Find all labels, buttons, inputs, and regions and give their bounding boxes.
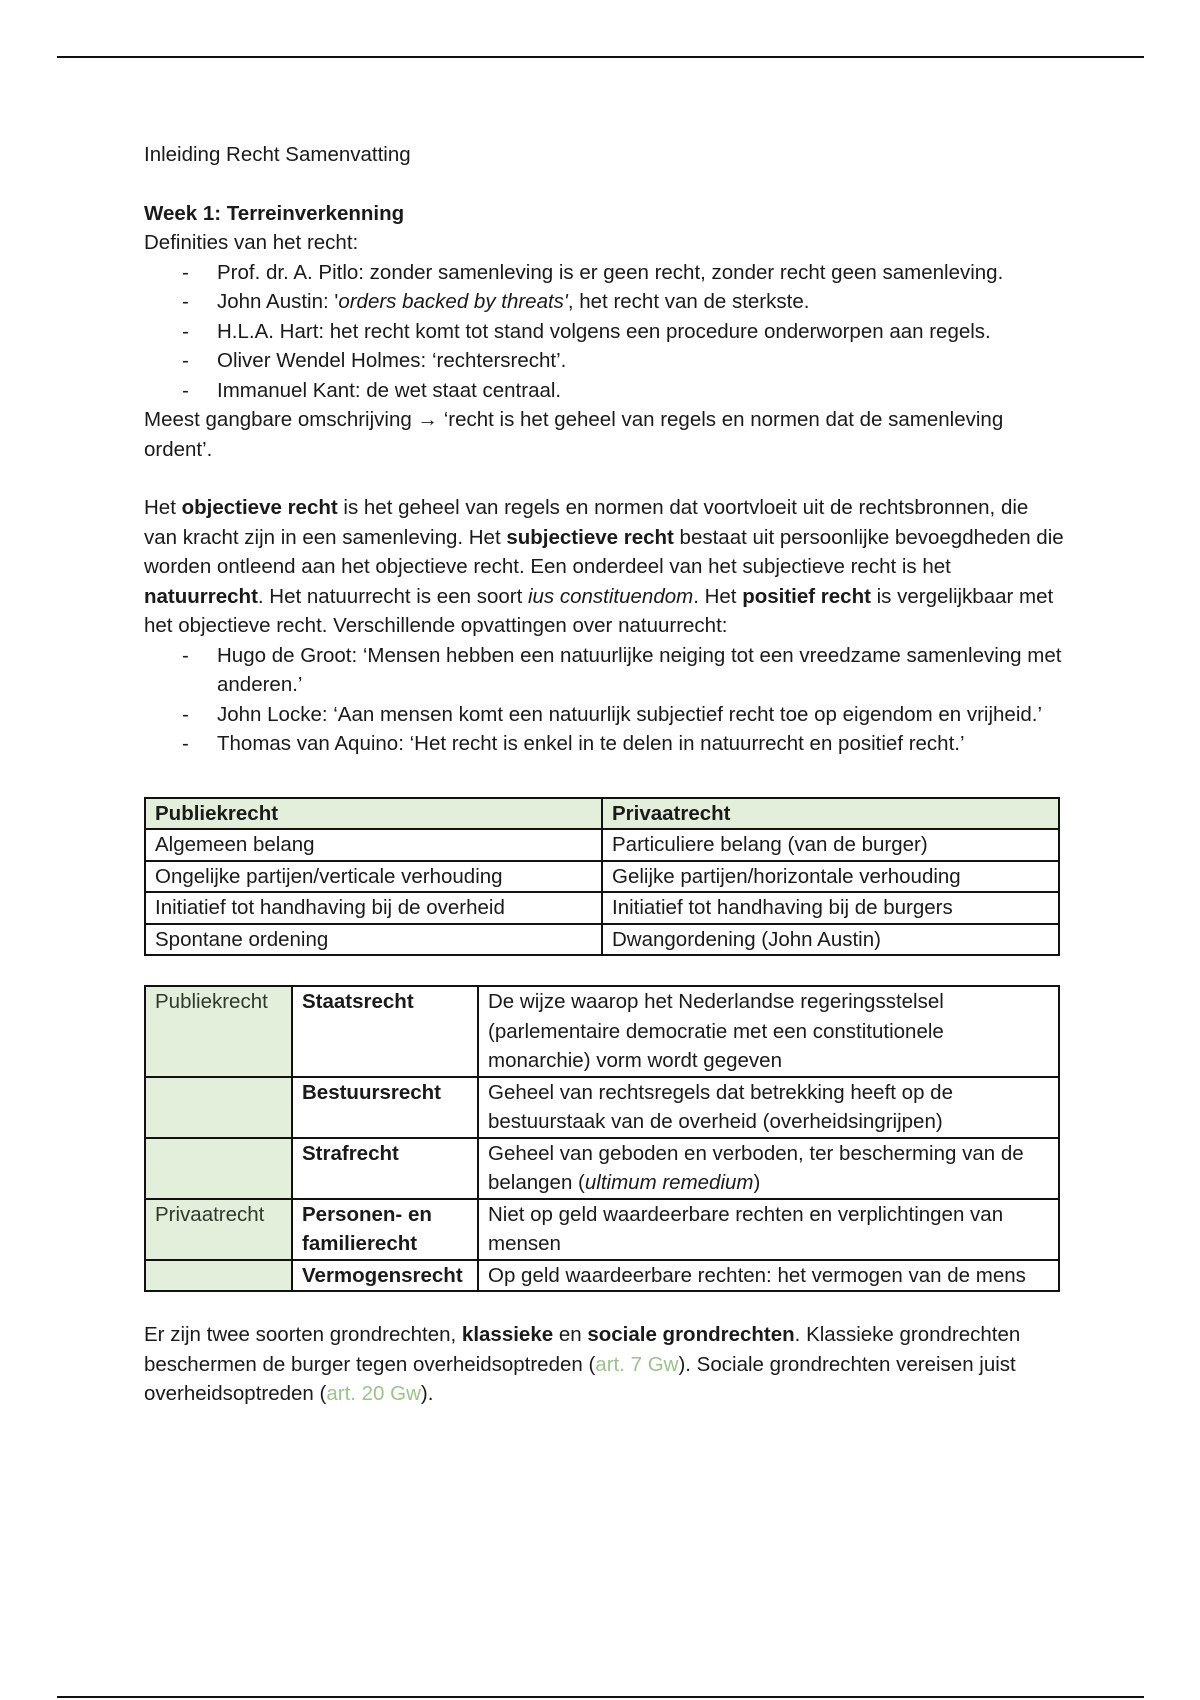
list-item: - Immanuel Kant: de wet staat centraal. [144,376,1064,406]
arrow-right-icon: → [417,408,438,431]
list-item: - Oliver Wendel Holmes: ‘rechtersrecht’. [144,346,1064,376]
table-row: Vermogensrecht Op geld waardeerbare rechten: het vermogen van de mens [145,1260,1059,1292]
list-item: - H.L.A. Hart: het recht komt tot stand volgens een procedure onderworpen aan regels. [144,317,1064,347]
definitions-list [144,258,1064,406]
article-reference-link[interactable]: art. 20 Gw [326,1382,421,1405]
table-header-row [145,798,1059,830]
table-row: Ongelijke partijen/verticale verhouding Gelijke partijen/horizontale verhouding [145,861,1059,893]
table-row: Privaatrecht Personen- en familierecht Niet op geld waardeerbare rechten en verplichtingen van mensen [145,1199,1059,1260]
table-row: Publiekrecht Staatsrecht De wijze waarop het Nederlandse regeringsstelsel (parlementaire democratie met een constitutionele monarchie) vorm wordt gegeven [145,986,1059,1077]
paragraph-fundamental-rights: Er zijn twee soorten grondrechten, klassieke en sociale grondrechten. Klassieke grondrechten beschermen de burger tegen overheidsoptreden (art. 7 Gw). Sociale grondrechten vereisen juist overheidsoptreden (art. 20 Gw). [144,1323,1021,1405]
list-item: - John Locke: ‘Aan mensen komt een natuurlijk subjectief recht toe op eigendom en vrijheid.’ [144,700,1064,730]
table-row: Spontane ordening Dwangordening (John Austin) [145,924,1059,956]
paragraph-objective-law: Het objectieve recht is het geheel van regels en normen dat voortvloeit uit de rechtsbronnen, die van kracht zijn in een samenleving. Het subjectieve recht bestaat uit persoonlijke bevoegdheden die worden ontleend aan het objectieve recht. Een onderdeel van het subjectieve recht is het natuurrecht. Het natuurrecht is een soort ius constituendom. Het positief recht is vergelijkbaar met het objectieve recht. Verschillende opvattingen over natuurrecht: [144,496,1064,637]
header-rule [57,56,1144,58]
law-areas-table [144,985,1060,1292]
table-row: Bestuursrecht Geheel van rechtsregels dat betrekking heeft op de bestuurstaak van de overheid (overheidsingrijpen) [145,1077,1059,1138]
list-item: - Hugo de Groot: ‘Mensen hebben een natuurlijke neiging tot een vreedzame samenleving met anderen.’ [144,641,1064,700]
list-item: - Prof. dr. A. Pitlo: zonder samenleving is er geen recht, zonder recht geen samenleving. [144,258,1064,288]
natural-law-views [144,641,1064,759]
table-header: Publiekrecht [145,798,602,830]
list-item: - John Austin: 'orders backed by threats', het recht van de sterkste. [144,287,1064,317]
week-heading: Week 1: Terreinverkenning [144,201,405,225]
public-private-comparison-table [144,797,1060,957]
table-row: Algemeen belang Particuliere belang (van de burger) [145,829,1059,861]
footer-rule [57,1696,1144,1698]
table-row: Initiatief tot handhaving bij de overheid Initiatief tot handhaving bij de burgers [145,892,1059,924]
document-title: Inleiding Recht Samenvatting [144,143,411,166]
table-row: Strafrecht Geheel van geboden en verboden, ter bescherming van de belangen (ultimum remedium) [145,1138,1059,1199]
list-item: - Thomas van Aquino: ‘Het recht is enkel in te delen in natuurrecht en positief recht.’ [144,729,1064,759]
common-definition: Meest gangbare omschrijving → ‘recht is het geheel van regels en normen dat de samenleving ordent’. [144,408,1004,461]
document-body [144,140,1064,1409]
table-header: Privaatrecht [602,798,1059,830]
article-reference-link[interactable]: art. 7 Gw [595,1352,679,1376]
definitions-intro: Definities van het recht: [144,231,359,254]
